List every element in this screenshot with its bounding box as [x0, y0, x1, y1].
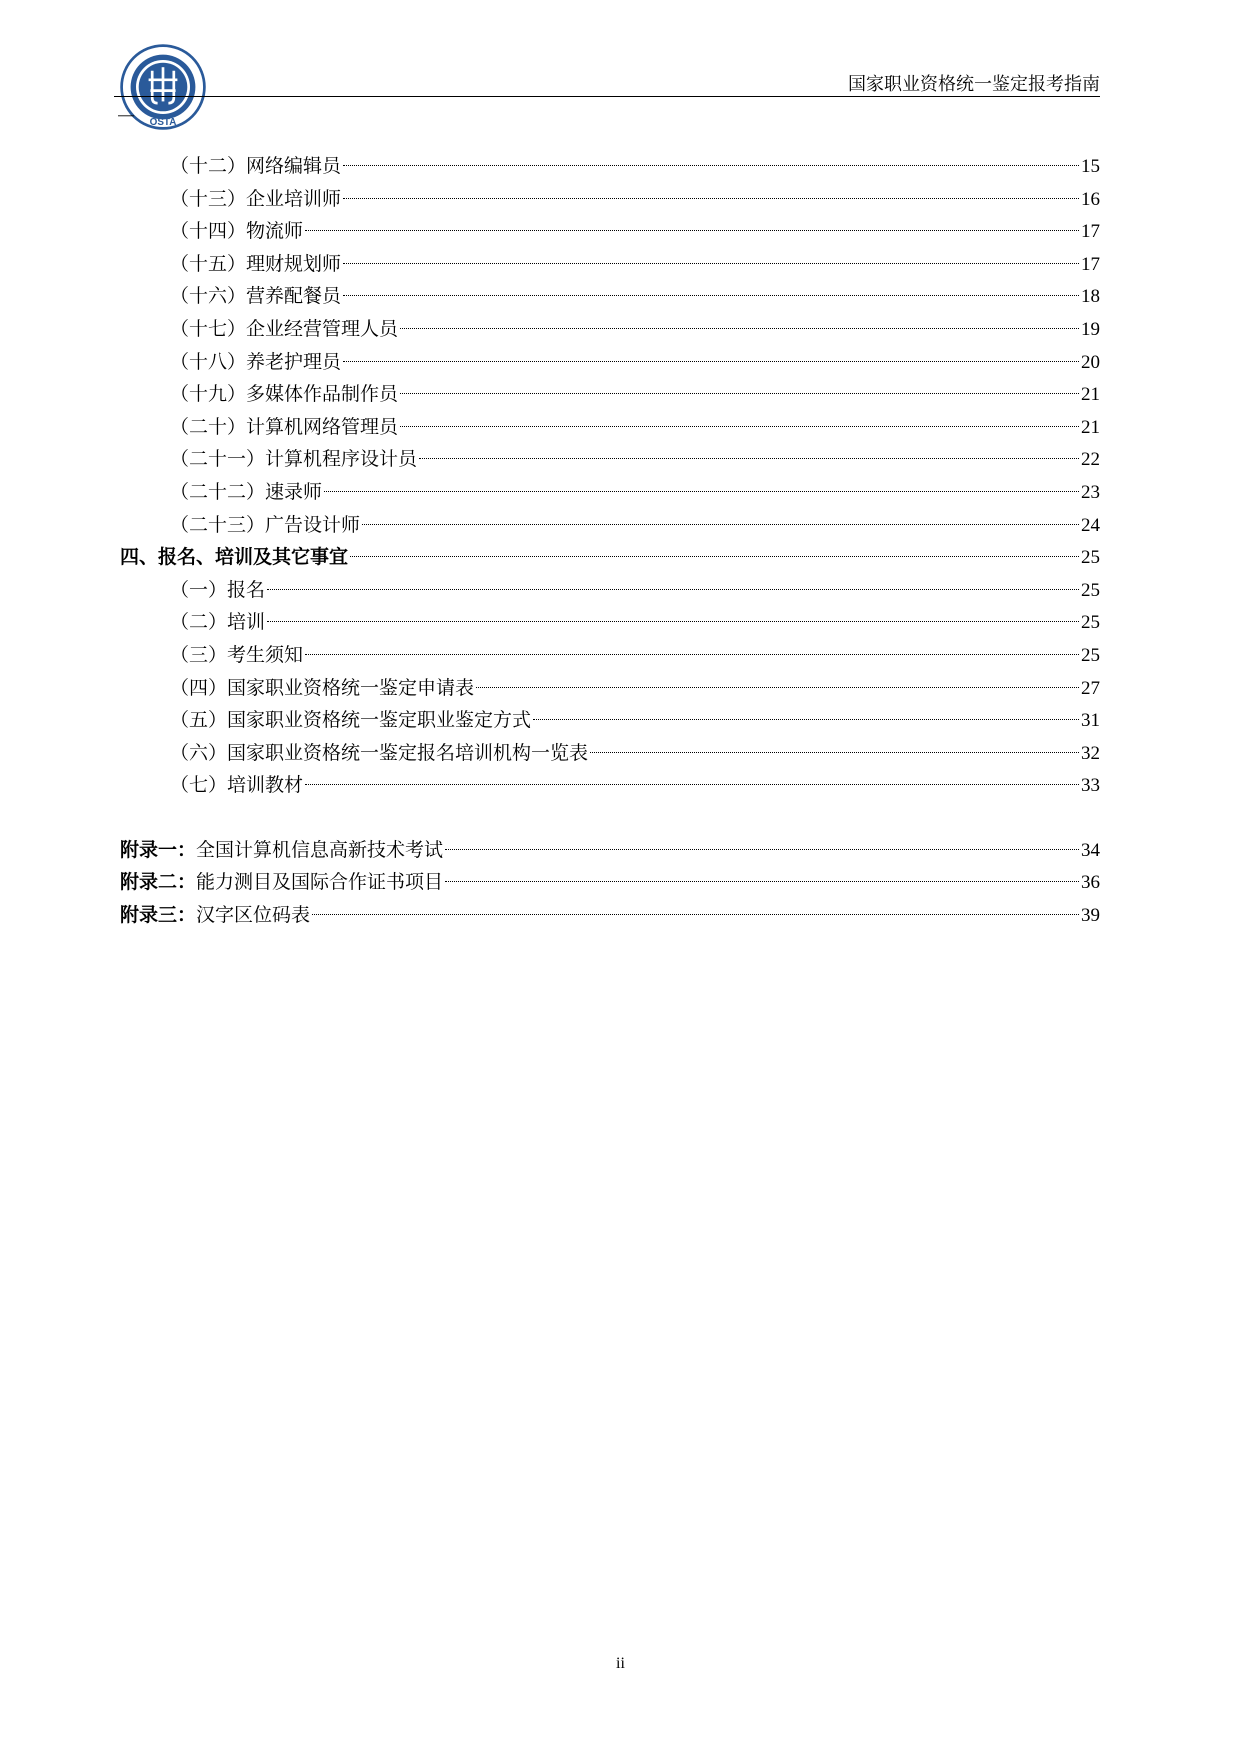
toc-entry-label: （二十二）速录师 — [170, 480, 323, 503]
toc-entry[interactable] — [120, 899, 1100, 932]
toc-spacer — [120, 802, 1100, 834]
toc-section-registration — [120, 574, 1100, 802]
toc-leader — [400, 328, 1079, 329]
toc-page-number: 21 — [1081, 384, 1100, 406]
toc-page-number: 16 — [1081, 188, 1100, 210]
toc-page-number: 39 — [1081, 905, 1100, 927]
toc-entry[interactable] — [120, 834, 1100, 867]
toc-appendix-prefix: 附录二： — [120, 871, 197, 894]
toc-entry-label: （二十三）广告设计师 — [170, 513, 361, 536]
page-header — [110, 30, 1100, 128]
toc-entry[interactable] — [120, 639, 1100, 672]
toc-entry-label: （十六）营养配餐员 — [170, 285, 342, 308]
toc-leader — [476, 687, 1079, 688]
toc-page-number: 27 — [1081, 677, 1100, 699]
toc-leader — [343, 263, 1079, 264]
toc-leader — [312, 914, 1079, 915]
toc-leader — [400, 426, 1079, 427]
toc-appendix-title: 汉字区位码表 — [196, 904, 311, 927]
toc-entry-label: 四、报名、培训及其它事宜 — [120, 546, 349, 569]
toc-leader — [343, 198, 1079, 199]
toc-entry[interactable] — [120, 183, 1100, 216]
toc-entry[interactable] — [120, 769, 1100, 802]
toc-leader — [267, 589, 1079, 590]
toc-entry-label: （十八）养老护理员 — [170, 350, 342, 373]
toc-leader — [343, 165, 1079, 166]
toc-entry[interactable] — [120, 346, 1100, 379]
toc-page-number: 25 — [1081, 579, 1100, 601]
toc-entry[interactable] — [120, 313, 1100, 346]
header-title: 国家职业资格统一鉴定报考指南 — [848, 74, 1100, 95]
toc-leader — [324, 491, 1079, 492]
toc-page-number: 31 — [1081, 710, 1100, 732]
toc-page-number: 36 — [1081, 872, 1100, 894]
toc-appendices — [120, 834, 1100, 932]
toc-page-number: 33 — [1081, 775, 1100, 797]
toc-entry-label: （五）国家职业资格统一鉴定职业鉴定方式 — [170, 709, 532, 732]
page-number: ii — [616, 1655, 625, 1672]
toc-leader — [533, 719, 1079, 720]
toc-page-number: 21 — [1081, 416, 1100, 438]
toc-page-number: 25 — [1081, 547, 1100, 569]
toc-leader — [267, 621, 1079, 622]
toc-entry-label: （十九）多媒体作品制作员 — [170, 383, 399, 406]
toc-entry-label: （二）培训 — [170, 611, 266, 634]
toc-leader — [305, 654, 1079, 655]
toc-leader — [343, 295, 1079, 296]
toc-page-number: 32 — [1081, 742, 1100, 764]
toc-leader — [445, 849, 1079, 850]
toc-entry[interactable] — [120, 574, 1100, 607]
toc-entry[interactable] — [120, 280, 1100, 313]
toc-leader — [590, 752, 1079, 753]
toc-entry[interactable] — [120, 737, 1100, 770]
toc-entry-label: （七）培训教材 — [170, 774, 304, 797]
toc-appendix-title: 全国计算机信息高新技术考试 — [196, 838, 444, 861]
toc-appendix-title: 能力测目及国际合作证书项目 — [196, 871, 444, 894]
toc-entry[interactable] — [120, 672, 1100, 705]
toc-entry-label — [120, 866, 443, 899]
toc-page-number: 22 — [1081, 449, 1100, 471]
toc-leader — [445, 881, 1079, 882]
toc-entry[interactable] — [120, 509, 1100, 542]
toc-page-number: 20 — [1081, 351, 1100, 373]
toc-entry-label: （二十一）计算机程序设计员 — [170, 448, 418, 471]
toc-page-number: 15 — [1081, 156, 1100, 177]
toc-entry[interactable] — [120, 378, 1100, 411]
toc-page-number: 23 — [1081, 481, 1100, 503]
toc-leader — [350, 556, 1079, 557]
toc-appendix-prefix: 附录一： — [120, 838, 197, 861]
toc-entry-label: （四）国家职业资格统一鉴定申请表 — [170, 676, 475, 699]
header-divider — [114, 96, 1100, 97]
toc-entry-label — [120, 834, 443, 867]
toc-leader — [362, 524, 1079, 525]
toc-entry[interactable] — [120, 411, 1100, 444]
toc-entry[interactable] — [120, 606, 1100, 639]
toc-entry-label: （六）国家职业资格统一鉴定报名培训机构一览表 — [170, 741, 589, 764]
toc-entry[interactable] — [120, 866, 1100, 899]
toc-entry-label: （十五）理财规划师 — [170, 252, 342, 275]
toc-entry-label: （十四）物流师 — [170, 220, 304, 243]
toc-page-number: 25 — [1081, 612, 1100, 634]
toc-leader — [305, 230, 1079, 231]
toc-page-number: 25 — [1081, 644, 1100, 666]
toc-section-occupations — [120, 150, 1100, 541]
toc-entry[interactable] — [120, 704, 1100, 737]
toc-page-number: 34 — [1081, 839, 1100, 861]
toc-leader — [305, 784, 1079, 785]
logo-text: OSTA — [149, 116, 177, 128]
toc-entry-label: （十七）企业经营管理人员 — [170, 317, 399, 340]
toc-leader — [419, 458, 1079, 459]
toc-chapter-4[interactable] — [120, 541, 1100, 574]
toc-entry-label — [120, 899, 310, 932]
toc-entry-label: （三）考生须知 — [170, 643, 304, 666]
table-of-contents — [120, 150, 1100, 932]
toc-entry[interactable] — [120, 215, 1100, 248]
toc-appendix-prefix: 附录三： — [120, 904, 197, 927]
osta-logo — [118, 42, 208, 132]
toc-entry[interactable] — [120, 150, 1100, 183]
toc-entry-label: （一）报名 — [170, 578, 266, 601]
toc-page-number: 24 — [1081, 514, 1100, 536]
toc-page-number: 18 — [1081, 286, 1100, 308]
toc-page-number: 17 — [1081, 221, 1100, 243]
toc-entry-label: （十二）网络编辑员 — [170, 155, 342, 177]
toc-entry[interactable] — [120, 248, 1100, 281]
toc-page-number: 19 — [1081, 318, 1100, 340]
toc-entry[interactable] — [120, 476, 1100, 509]
toc-page-number: 17 — [1081, 253, 1100, 275]
toc-entry-label: （二十）计算机网络管理员 — [170, 415, 399, 438]
toc-entry[interactable] — [120, 443, 1100, 476]
toc-leader — [343, 361, 1079, 362]
toc-leader — [400, 393, 1079, 394]
toc-entry-label: （十三）企业培训师 — [170, 187, 342, 210]
